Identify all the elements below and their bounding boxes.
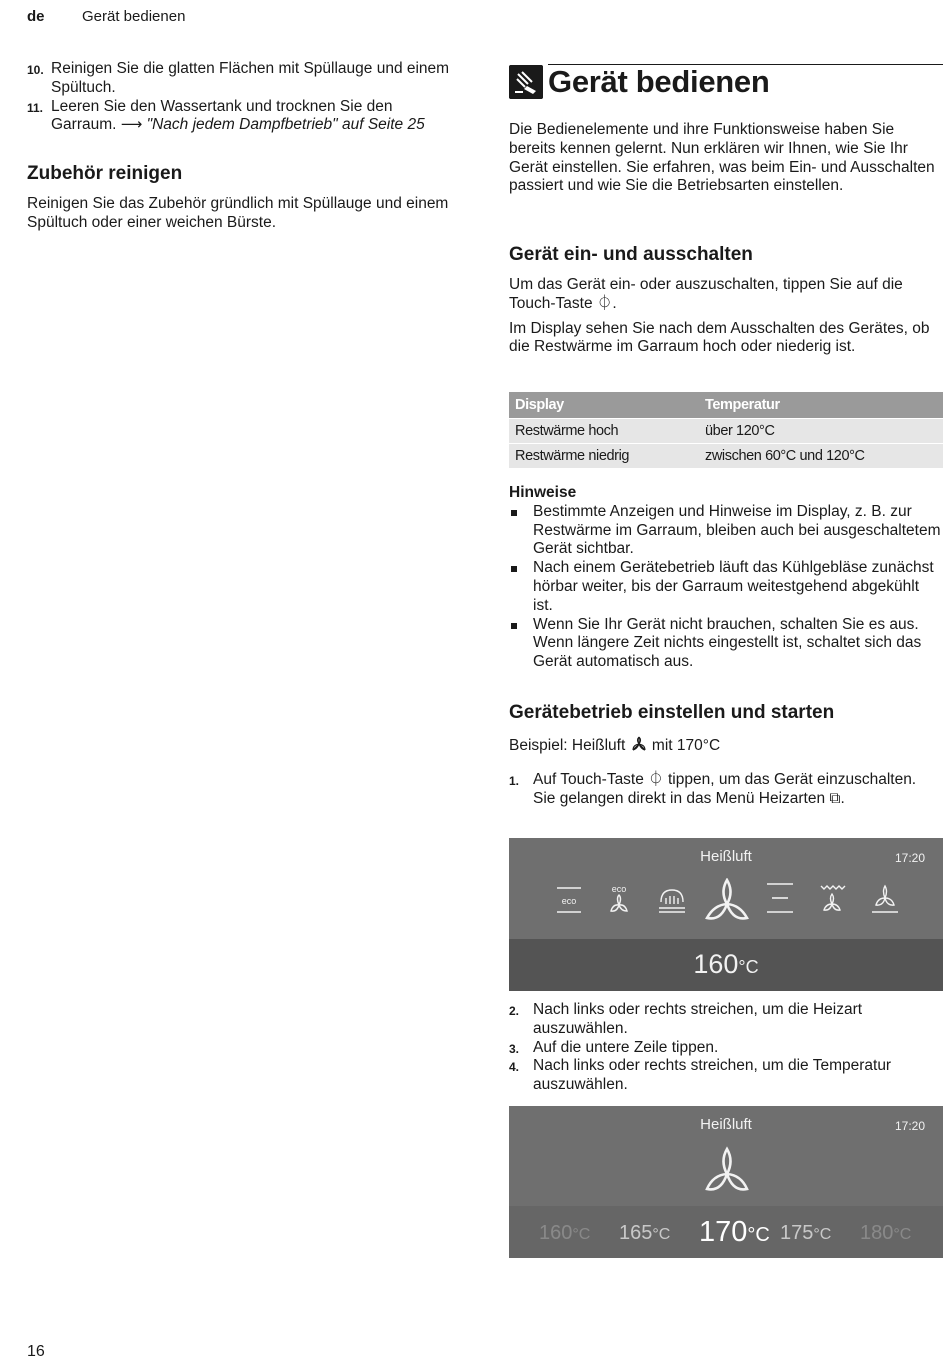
- operate-device-icon: [509, 65, 543, 99]
- table-header-row: [509, 392, 943, 418]
- temperature-option-selected[interactable]: [699, 1216, 770, 1249]
- onoff-text-2: Im Display sehen Sie nach dem Ausschalten des Gerätes, ob die Restwärme im Garraum hoch oder niederig ist.: [509, 319, 930, 356]
- cleaning-steps: [27, 60, 457, 135]
- step-number: 11.: [27, 100, 44, 115]
- svg-text:eco: eco: [561, 896, 577, 906]
- fan-icon: [630, 736, 648, 752]
- svg-text:eco: eco: [611, 884, 627, 894]
- list-item: [509, 1001, 943, 1039]
- temperature-value: 165: [619, 1222, 653, 1244]
- notes-heading: Hinweise: [509, 484, 577, 501]
- left-column: [27, 60, 457, 233]
- step-number: 2.: [509, 1004, 520, 1018]
- list-item: [509, 616, 943, 672]
- list-item: [509, 503, 943, 559]
- page-number: 16: [27, 1343, 45, 1360]
- steam-icon: [659, 890, 685, 912]
- temperature-unit: °C: [572, 1226, 591, 1243]
- bullet-icon: [511, 623, 517, 629]
- temperature-unit: °C: [652, 1226, 671, 1243]
- step-text: Auf die untere Zeile tippen.: [533, 1038, 719, 1056]
- temperature-row[interactable]: [509, 939, 943, 991]
- step-text: Nach links oder rechts streichen, um die Heizart auszuwählen.: [533, 1001, 863, 1037]
- table-row: [509, 418, 943, 443]
- fan-grill-icon: [821, 886, 845, 910]
- bullet-icon: [511, 566, 517, 572]
- temperature-option[interactable]: [619, 1222, 670, 1245]
- step-text: Nach links oder rechts streichen, um die Temperatur auszuwählen.: [533, 1057, 892, 1094]
- list-item: [509, 1039, 943, 1058]
- residual-heat-table: [509, 392, 943, 468]
- table-cell: Restwärme niedrig: [509, 443, 699, 468]
- intro-text: Die Bedienelemente und ihre Funktionsweise haben Sie bereits kennen gelernt. Nun erklären wir Ihnen, wie Sie Ihr Gerät einstellen. Sie erfahren, was beim Ein- und Ausschalten passiert und wie Sie die Betriebsarten einstellen.: [509, 121, 935, 195]
- table-cell: Restwärme hoch: [509, 418, 699, 443]
- display-mode-title: Heißluft: [700, 1116, 752, 1133]
- oven-display-heating-modes: [509, 838, 943, 991]
- onoff-heading: Gerät ein- und ausschalten: [509, 244, 753, 265]
- fan-bottom-icon: [872, 886, 898, 912]
- top-bottom-heat-icon: [767, 884, 793, 912]
- temperature-value: 160: [539, 1222, 573, 1244]
- zubehoer-heading: Zubehör reinigen: [27, 163, 183, 185]
- temperature-option[interactable]: [539, 1222, 590, 1245]
- temperature-unit: °C: [738, 957, 759, 977]
- display-clock: 17:20: [894, 1119, 925, 1133]
- list-item: [27, 98, 457, 136]
- example-text: [509, 736, 943, 756]
- list-item: [509, 559, 943, 615]
- temperature-selector[interactable]: [509, 1206, 943, 1258]
- example-suffix: mit 170°C: [651, 737, 721, 754]
- zubehoer-text: Reinigen Sie das Zubehör gründlich mit Spüllauge und einem Spültuch oder einer weichen Bürste.: [27, 195, 449, 231]
- onoff-section: [509, 244, 943, 363]
- header-language: de: [27, 8, 45, 25]
- temperature-options: [509, 1214, 943, 1254]
- step-text: Auf Touch-Taste ⏀ tippen, um das Gerät einzuschalten.: [533, 770, 917, 788]
- list-item: [27, 60, 457, 98]
- operation-section: [509, 702, 943, 808]
- display-clock: 17:20: [894, 851, 925, 865]
- table-cell: zwischen 60°C und 120°C: [699, 443, 943, 468]
- operation-heading: Gerätebetrieb einstellen und starten: [509, 702, 835, 723]
- bullet-icon: [511, 510, 517, 516]
- step-text: Reinigen Sie die glatten Flächen mit Spüllauge und einem Spültuch.: [51, 60, 450, 96]
- temperature-option[interactable]: [860, 1222, 911, 1245]
- operation-steps: [509, 771, 943, 809]
- table-cell: über 120°C: [699, 418, 943, 443]
- eco-fan-icon: [611, 884, 627, 911]
- step-result-text: Sie gelangen direkt in das Menü Heizarten ⧉.: [533, 789, 845, 807]
- arrow-right-icon: ⟶: [120, 116, 143, 134]
- page-title: Gerät bedienen: [548, 64, 770, 99]
- temperature-unit: °C: [813, 1226, 832, 1243]
- eco-heating-icon: [557, 888, 581, 912]
- operation-steps-list: [509, 1001, 943, 1095]
- column-header-temperature: Temperatur: [699, 392, 943, 418]
- fan-icon: [707, 880, 747, 918]
- fan-icon: [699, 1144, 755, 1200]
- step-number: 10.: [27, 63, 44, 77]
- temperature-unit: °C: [893, 1226, 912, 1243]
- step-number: 4.: [509, 1060, 520, 1075]
- temperature-option[interactable]: [780, 1222, 831, 1245]
- note-text: Nach einem Gerätebetrieb läuft das Kühlgebläse zunächst hörbar weiter, bis der Garraum weitestgehend abgekühlt ist.: [533, 559, 934, 614]
- onoff-text-1: Um das Gerät ein- oder auszuschalten, tippen Sie auf die Touch-Taste ⏀.: [509, 276, 903, 312]
- oven-display-temperature: [509, 1106, 943, 1258]
- example-prefix: Beispiel: Heißluft: [509, 737, 626, 754]
- list-item: [509, 771, 943, 809]
- operation-steps-continued: [509, 1001, 943, 1095]
- heating-mode-icons: [509, 878, 943, 936]
- temperature-value: 180: [860, 1222, 894, 1244]
- temperature-value: 160: [693, 949, 739, 979]
- note-text: Bestimmte Anzeigen und Hinweise im Display, z. B. zur Restwärme im Garraum, bleiben auch bei ausgeschaltetem Gerät sichtbar.: [533, 502, 941, 558]
- header-title: Gerät bedienen: [82, 8, 186, 25]
- display-mode-title: Heißluft: [700, 848, 752, 865]
- temperature-unit: °C: [747, 1224, 770, 1246]
- temperature-value: 170: [699, 1216, 748, 1248]
- column-header-display: Display: [509, 392, 699, 418]
- table-row: [509, 443, 943, 468]
- temperature-value: 175: [780, 1222, 814, 1244]
- notes-list: [509, 503, 943, 672]
- step-text: Leeren Sie den Wassertank und trocknen Sie den Garraum.: [51, 97, 393, 134]
- step-number: 1.: [509, 773, 520, 788]
- note-text: Wenn Sie Ihr Gerät nicht brauchen, schalten Sie es aus. Wenn längere Zeit nichts eingestellt ist, schaltet sich das Gerät automatisch aus.: [533, 615, 922, 671]
- step-number: 3.: [509, 1041, 520, 1056]
- temperature-readout: [509, 949, 943, 980]
- notes-section: [509, 484, 943, 672]
- list-item: [509, 1057, 943, 1095]
- cross-reference-link[interactable]: "Nach jedem Dampfbetrieb" auf Seite 25: [146, 116, 425, 134]
